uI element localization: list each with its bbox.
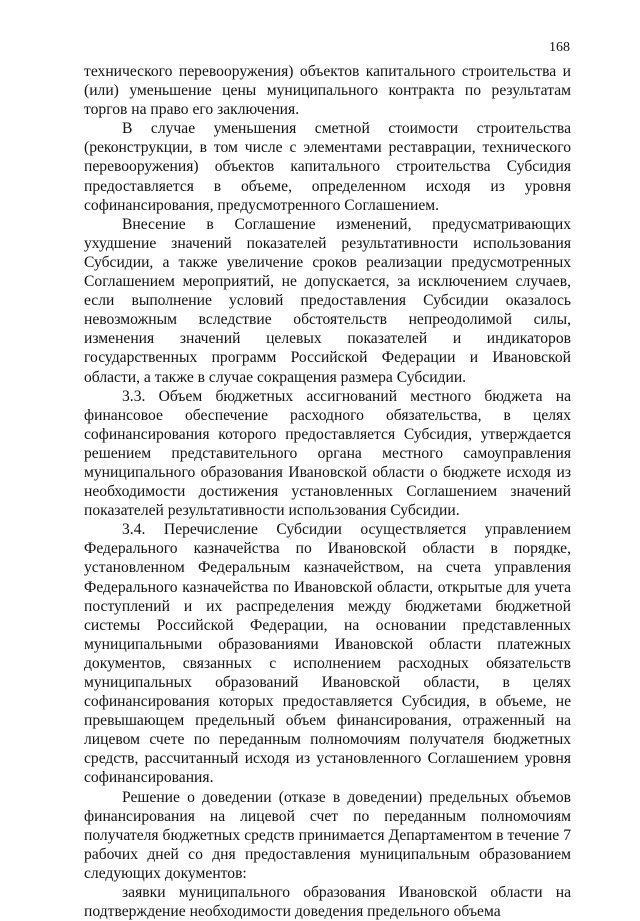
paragraph: Решение о доведении (отказе в доведении) предельных объемов финансирования на лицевой счет по переданным полномочиям получателя бюджетных средств принимается Департаментом в течение 7 рабочих дней со дня предоставления муниципальным образованием следующих документов: <box>84 788 571 882</box>
paragraph: технического перевооружения) объектов капитального строительства и (или) уменьшение цены муниципального контракта по результатам торгов на право его заключения. <box>84 63 571 119</box>
paragraph: Внесение в Соглашение изменений, предусматривающих ухудшение значений показателей результативности использования Субсидии, а также увеличение сроков реализации предусмотренных Соглашением мероприятий, не допускается, за исключением случаев, если выполнение условий предоставления Субсидии оказалось невозможным вследствие обстоятельств непреодолимой силы, изменения значений целевых показателей и индикаторов государственных программ Российской Федерации и Ивановской области, а также в случае сокращения размера Субсидии. <box>84 215 571 386</box>
document-body <box>84 62 571 921</box>
paragraph-list-item: заявки муниципального образования Ивановской области на подтверждение необходимости доведения предельного объема <box>84 884 571 921</box>
paragraph: В случае уменьшения сметной стоимости строительства (реконструкции, в том числе с элементами реставрации, технического перевооружения) объектов капитального строительства Субсидия предоставляется в объеме, определенном исходя из уровня софинансирования, предусмотренного Соглашением. <box>84 120 571 214</box>
paragraph-section-3-3: 3.3. Объем бюджетных ассигнований местного бюджета на финансовое обеспечение расходного обязательства, в целях софинансирования которого предоставляется Субсидия, утверждается решением представительного органа местного самоуправления муниципального образования Ивановской области о бюджете исходя из необходимости достижения установленных Соглашением значений показателей результативности использования Субсидии. <box>84 387 571 520</box>
paragraph-section-3-4: 3.4. Перечисление Субсидии осуществляется управлением Федерального казначейства по Ивановской области в порядке, установленном Федеральным казначейством, на счета управления Федерального казначейства по Ивановской области, открытые для учета поступлений и их распределения между бюджетами бюджетной системы Российской Федерации, на основании представленных муниципальными образованиями Ивановской области платежных документов, связанных с исполнением расходных обязательств муниципальных образований Ивановской области, в целях софинансирования которых предоставляется Субсидия, в объеме, не превышающем предельный объем финансирования, отраженный на лицевом счете по переданным полномочиям получателя бюджетных средств, рассчитанный исходя из установленного Соглашением уровня софинансирования. <box>84 521 571 787</box>
page-number: 168 <box>549 40 570 55</box>
